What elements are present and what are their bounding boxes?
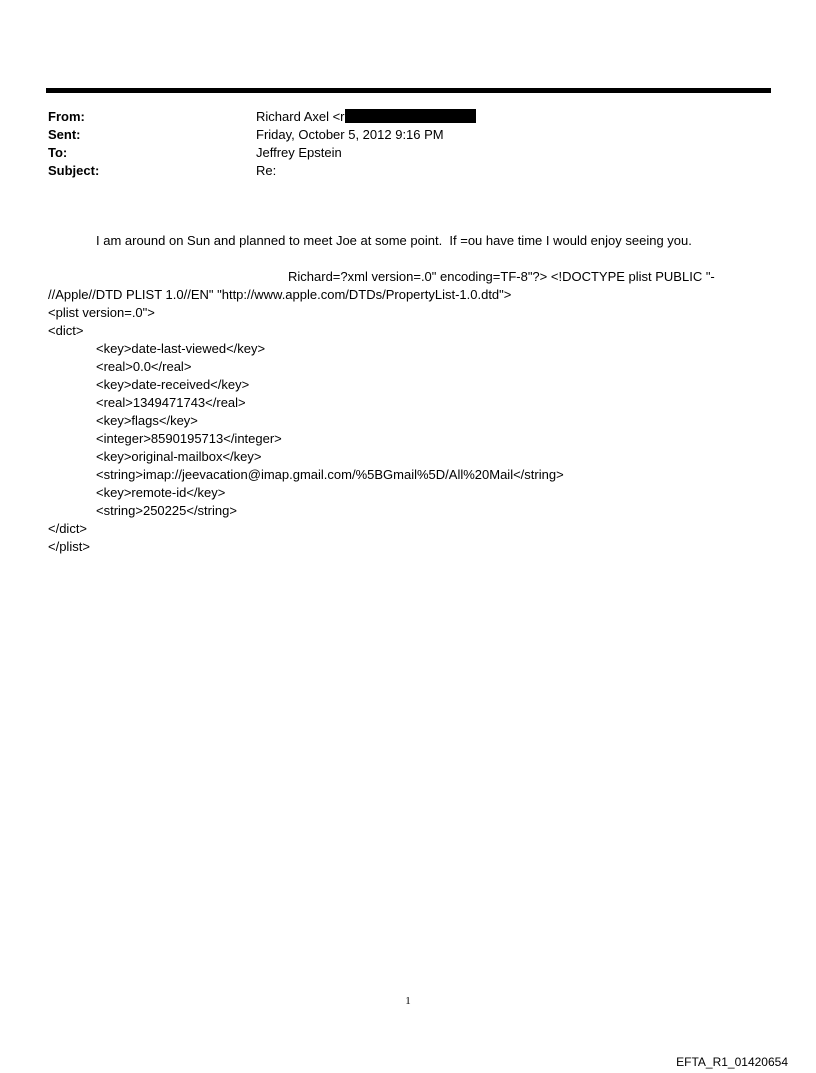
from-text: Richard Axel <r (256, 109, 345, 124)
plist-line: <key>date-received</key> (96, 377, 250, 392)
plist-line: <real>1349471743</real> (96, 395, 246, 410)
email-body (48, 232, 748, 556)
plist-line: <dict> (48, 323, 84, 338)
to-value: Jeffrey Epstein (256, 145, 342, 160)
redaction-box (345, 109, 476, 123)
plist-line: <string>imap://jeevacation@imap.gmail.com/%5BGmail%5D/All%20Mail</string> (96, 467, 564, 482)
plist-line: <key>original-mailbox</key> (96, 449, 262, 464)
sent-label: Sent: (48, 127, 81, 142)
header-rule (46, 88, 771, 93)
plist-line: <key>remote-id</key> (96, 485, 226, 500)
from-label: From: (48, 109, 85, 124)
plist-line: <plist version=.0"> (48, 305, 155, 320)
subject-label: Subject: (48, 163, 100, 178)
spacer (48, 250, 748, 268)
plist-line: <key>flags</key> (96, 413, 198, 428)
to-label: To: (48, 145, 68, 160)
from-value (256, 108, 476, 126)
plist-line: </plist> (48, 539, 90, 554)
message-text: I am around on Sun and planned to meet Joe at some point. If =ou have time I would enjoy seeing you. (96, 233, 692, 248)
sent-value: Friday, October 5, 2012 9:16 PM (256, 127, 444, 142)
plist-line: <real>0.0</real> (96, 359, 192, 374)
from-row (48, 108, 768, 126)
email-header (48, 108, 768, 180)
to-row (48, 144, 768, 162)
subject-value: Re: (256, 163, 277, 178)
plist-line: //Apple//DTD PLIST 1.0//EN" "http://www.apple.com/DTDs/PropertyList-1.0.dtd"> (48, 287, 512, 302)
sent-row (48, 126, 768, 144)
plist-line: <integer>8590195713</integer> (96, 431, 282, 446)
plist-line: </dict> (48, 521, 88, 536)
signature-line: Richard=?xml version=.0" encoding=TF-8"?> <!DOCTYPE plist PUBLIC "- (288, 269, 715, 284)
subject-row (48, 162, 768, 180)
plist-line: <key>date-last-viewed</key> (96, 341, 266, 356)
document-id: EFTA_R1_01420654 (676, 1055, 788, 1069)
page-number: 1 (405, 995, 411, 1007)
plist-line: <string>250225</string> (96, 503, 237, 518)
